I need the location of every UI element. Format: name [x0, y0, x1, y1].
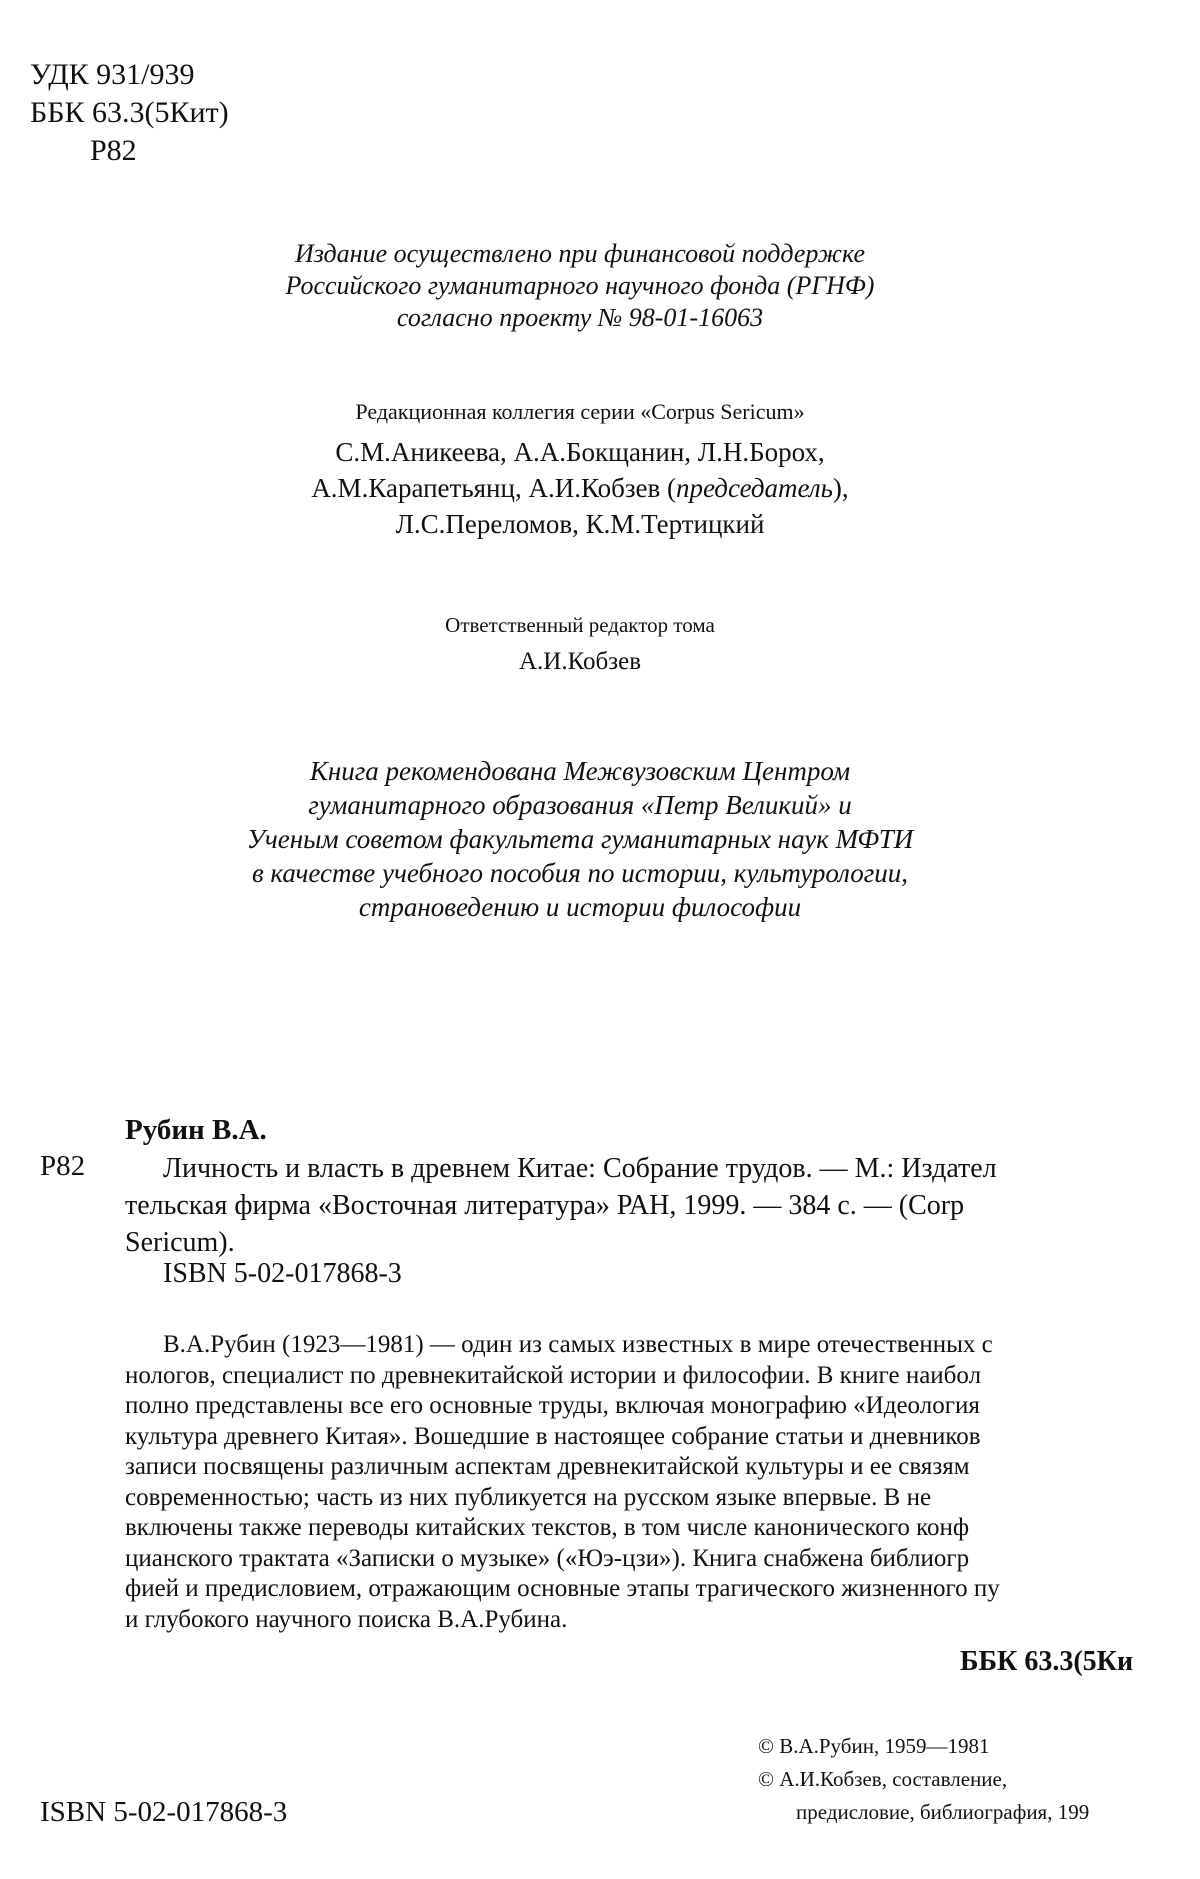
responsible-editor-name: А.И.Кобзев	[518, 648, 642, 675]
board-line	[0, 470, 1160, 506]
chairman-role: председатель	[675, 473, 833, 503]
board-text: ),	[832, 473, 849, 503]
record-author-mark: Р82	[40, 1150, 86, 1182]
copyright-line: © В.А.Рубин, 1959—1981	[758, 1734, 990, 1758]
bibliographic-description	[125, 1150, 1155, 1261]
record-author: Рубин В.А.	[125, 1114, 267, 1146]
recommendation-line: Ученым советом факультета гуманитарных наук МФТИ	[246, 824, 914, 854]
annotation-line: современностью; часть из них публикуется на русском языке впервые. В не	[125, 1483, 932, 1511]
recommendation-line: страноведению и истории философии	[358, 892, 802, 922]
recommendation-line: в качестве учебного пособия по истории, культурологии,	[251, 858, 909, 888]
annotation-line: записи посвящены различным аспектам древнекитайской культуры и ее связям	[125, 1453, 970, 1480]
copyright-block	[758, 1730, 1089, 1829]
recommendation-line: Книга рекомендована Межвузовским Центром	[309, 756, 851, 786]
annotation-line: В.А.Рубин (1923—1981) — один из самых известных в мире отечественных с	[163, 1331, 993, 1358]
editorial-board-members	[0, 434, 1160, 542]
copyright-line: предисловие, библиография, 199	[796, 1800, 1090, 1824]
funding-line: Российского гуманитарного научного фонда (РГНФ)	[285, 271, 875, 300]
footer-isbn: ISBN 5-02-017868-3	[40, 1796, 288, 1828]
annotation-line: и глубокого научного поиска В.А.Рубина.	[125, 1605, 568, 1633]
bib-line: Sericum).	[125, 1227, 235, 1258]
recommendation-line: гуманитарного образования «Петр Великий» и	[308, 790, 852, 820]
recommendation-note	[0, 754, 1160, 924]
record-isbn: ISBN 5-02-017868-3	[163, 1258, 402, 1289]
responsible-editor-title: Ответственный редактор тома	[445, 613, 715, 637]
author-mark: Р82	[90, 134, 137, 167]
board-line: С.М.Аникеева, А.А.Бокщанин, Л.Н.Борох,	[335, 437, 825, 467]
funding-note	[0, 238, 1160, 334]
footer-bbk-code: ББК 63.3(5Ки	[960, 1646, 1134, 1677]
classification-codes	[30, 56, 229, 170]
bib-line: Личность и власть в древнем Китае: Собрание трудов. — М.: Издател	[163, 1153, 997, 1184]
annotation-line: цианского трактата «Записки о музыке» («Юэ-цзи»). Книга снабжена библиогр	[125, 1544, 970, 1572]
annotation-line: нологов, специалист по древнекитайской истории и философии. В книге наибол	[125, 1361, 982, 1389]
copyright-line: © А.И.Кобзев, составление,	[758, 1767, 1008, 1791]
bib-line: тельская фирма «Восточная литература» РАН, 1999. — 384 с. — (Corp	[125, 1190, 965, 1221]
annotation-line: культура древнего Китая». Вошедшие в настоящее собрание статьи и дневников	[125, 1422, 981, 1450]
annotation-line: включены также переводы китайских текстов, в том числе канонического конф	[125, 1514, 970, 1541]
udk-code: УДК 931/939	[30, 58, 195, 91]
editorial-board-title: Редакционная коллегия серии «Corpus Sericum»	[355, 399, 805, 424]
annotation-line: фией и предисловием, отражающим основные этапы трагического жизненного пу	[125, 1575, 1000, 1602]
funding-line: Издание осуществлено при финансовой поддержке	[294, 239, 866, 268]
board-text: А.М.Карапетьянц, А.И.Кобзев (	[311, 473, 676, 503]
bbk-code: ББК 63.3(5Кит)	[30, 96, 229, 129]
annotation-line: полно представлены все его основные труды, включая монографию «Идеология	[125, 1392, 980, 1419]
funding-line: согласно проекту № 98-01-16063	[396, 303, 764, 332]
annotation	[125, 1330, 1155, 1635]
board-line: Л.С.Переломов, К.М.Тертицкий	[395, 509, 765, 539]
